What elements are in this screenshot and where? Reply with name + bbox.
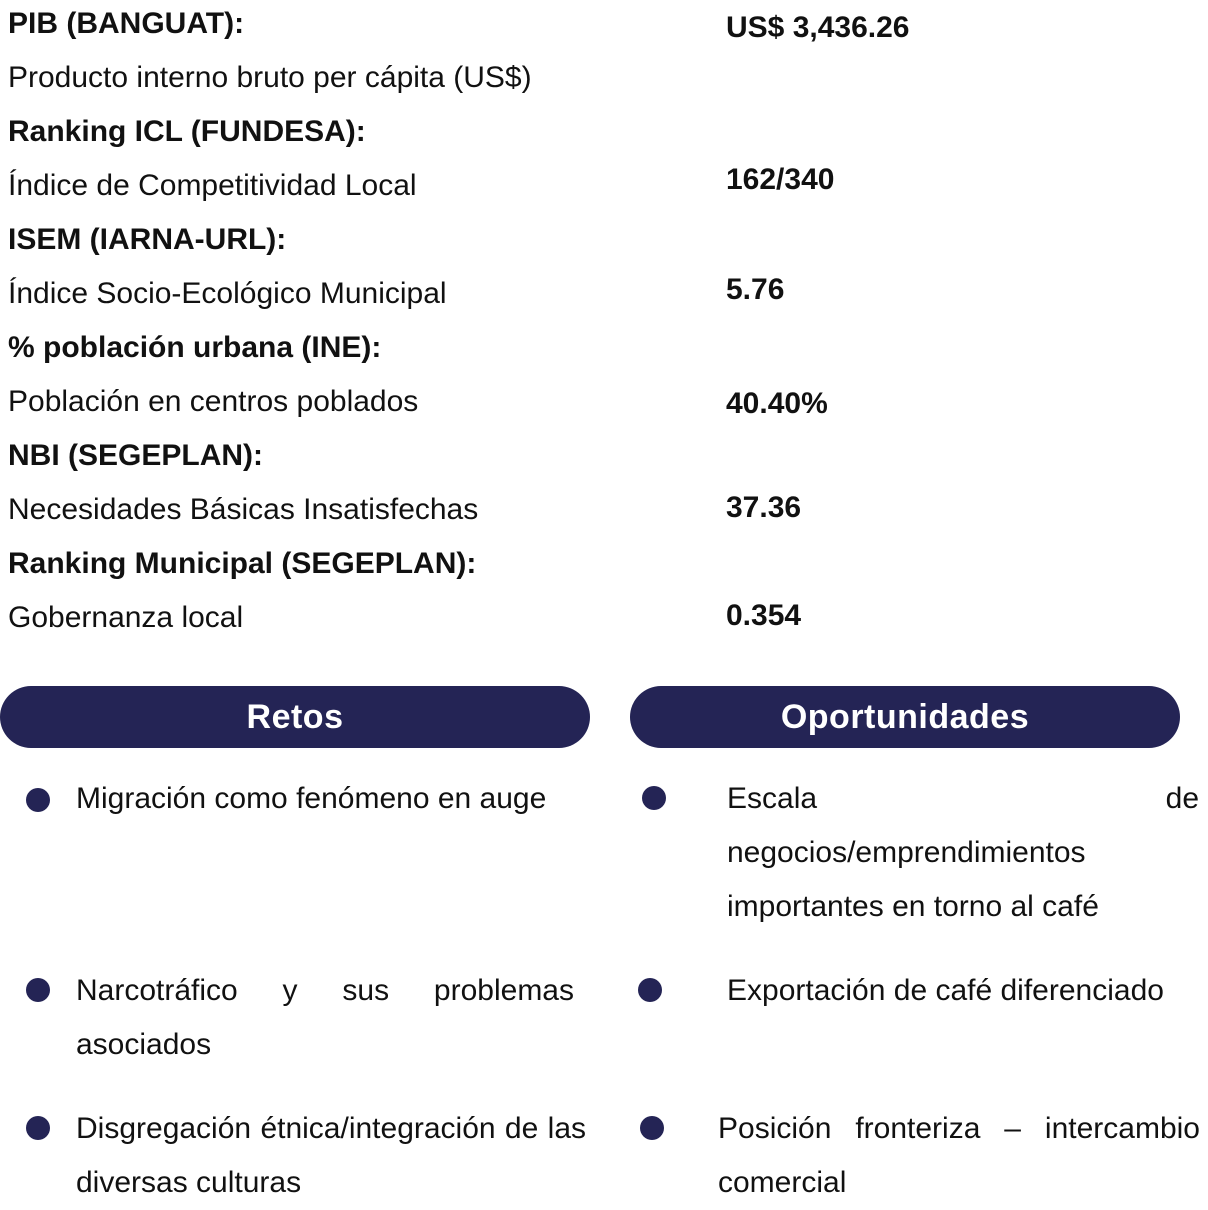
oportunidades-header: Oportunidades <box>630 686 1180 748</box>
bullet-icon <box>26 1116 50 1140</box>
indicator-label-pib: PIB (BANGUAT): <box>8 7 245 40</box>
indicator-value-nbi: 37.36 <box>726 491 802 524</box>
bullet-icon <box>26 788 50 812</box>
bullet-icon <box>638 978 662 1002</box>
indicator-value-pib: US$ 3,436.26 <box>726 11 910 44</box>
bullet-icon <box>26 978 50 1002</box>
retos-item: Narcotráfico y sus problemas asociados <box>76 974 574 1061</box>
indicator-value-icl: 162/340 <box>726 163 835 196</box>
oportunidades-item: Posición fronteriza – intercambio comercial <box>718 1112 1200 1199</box>
bullet-icon <box>640 1116 664 1140</box>
oportunidades-item: Escala de negocios/emprendimientos importantes en torno al café <box>727 782 1199 923</box>
indicator-label-icl: Ranking ICL (FUNDESA): <box>8 115 366 148</box>
indicator-value-urbana: 40.40% <box>726 387 828 420</box>
retos-item: Disgregación étnica/integración de las diversas culturas <box>76 1112 586 1199</box>
retos-item: Migración como fenómeno en auge <box>76 782 547 815</box>
bullet-icon <box>642 786 666 810</box>
indicator-label-ranking-municipal: Ranking Municipal (SEGEPLAN): <box>8 547 477 580</box>
indicator-value-ranking-municipal: 0.354 <box>726 599 802 632</box>
indicator-desc-ranking-municipal: Gobernanza local <box>8 601 244 634</box>
indicator-label-isem: ISEM (IARNA-URL): <box>8 223 287 256</box>
indicator-desc-icl: Índice de Competitividad Local <box>8 169 417 202</box>
indicator-desc-pib: Producto interno bruto per cápita (US$) <box>8 61 532 94</box>
indicator-desc-urbana: Población en centros poblados <box>8 385 419 418</box>
indicator-label-nbi: NBI (SEGEPLAN): <box>8 439 263 472</box>
indicator-desc-isem: Índice Socio-Ecológico Municipal <box>8 277 447 310</box>
indicator-label-urbana: % población urbana (INE): <box>8 331 382 364</box>
indicator-desc-nbi: Necesidades Básicas Insatisfechas <box>8 493 479 526</box>
indicator-value-isem: 5.76 <box>726 273 785 306</box>
oportunidades-item: Exportación de café diferenciado <box>727 974 1164 1007</box>
retos-header: Retos <box>0 686 590 748</box>
